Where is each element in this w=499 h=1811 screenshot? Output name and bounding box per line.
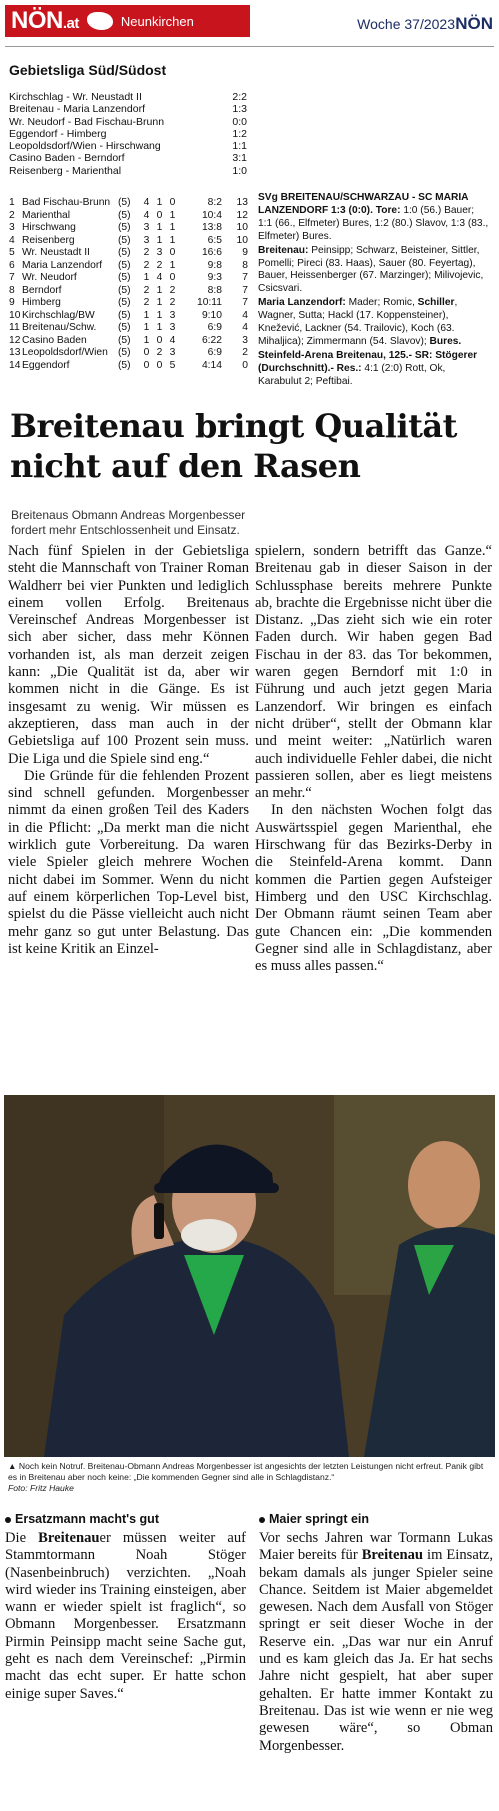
standings-d: 1 <box>156 309 163 321</box>
standings-pts: 7 <box>242 297 248 308</box>
standings-rank: 8 <box>9 284 15 296</box>
result-match: Eggendorf - Himberg <box>9 127 107 140</box>
standings-gp: (5) <box>118 347 131 358</box>
issue-week: Woche 37/2023 <box>357 16 455 32</box>
result-match: Wr. Neudorf - Bad Fischau-Brunn <box>9 115 165 128</box>
standings-goals: 8:8 <box>207 284 222 296</box>
standings-goals: 9:10 <box>201 309 222 321</box>
paragraph: In den nächsten Wochen folgt das Auswärtsspiel gegen Marienthal, ehe Hirschwang für das Bezirks-Derby in die Steinfeld-Arena kommt. Dann kommen die Partien gegen Aufsteiger Himberg und den USC Kirchschlag. Der Obmann räumt seinen Team aber gute Chancen ein: „Die kommenden Gegner sind alle in Schlagdistanz, aber es muss alles passen.“ <box>255 802 492 975</box>
result-match: Casino Baden - Berndorf <box>9 152 125 165</box>
standings-l: 0 <box>169 272 176 283</box>
match-report <box>258 192 491 390</box>
sidebar-text-right <box>259 1530 493 1755</box>
standings-w: 4 <box>143 197 150 208</box>
team2-lineup-a: Mader; Romic, <box>348 297 418 309</box>
standings-pts: 3 <box>242 334 248 346</box>
standings-pts: 4 <box>242 322 248 333</box>
standings-pts: 2 <box>242 347 248 358</box>
brand-suffix: .at <box>62 15 79 32</box>
standings-team: Casino Baden <box>22 334 87 346</box>
photo-credit: Foto: Fritz Hauke <box>8 1483 74 1493</box>
team1-lineup: Peinsipp; Schwarz, Beisteiner, Sittler, Pomelli; Pireci (83. Haas), Sauer (80. Feyertag), Bauer, Heissenberger (67. Marzinger); Milivojevic, Csicsvari. <box>258 244 484 295</box>
goals-label: Tore: <box>375 204 401 216</box>
standings-goals: 6:5 <box>207 234 222 246</box>
standings-d: 2 <box>156 347 163 358</box>
standings-team: Marienthal <box>22 209 71 221</box>
standings-d: 1 <box>156 197 163 208</box>
standings-rank: 5 <box>9 247 15 258</box>
standings-team: Eggendorf <box>22 359 70 371</box>
reserve-text: 4:1 (2:0) Rott, Ok, Karabulut 2; Peftibai. <box>258 362 446 387</box>
paragraph: spielern, sondern betrifft das Ganze.“ Breitenau gab in dieser Saison in der Schlussphase bereits mehrere Punkte ab, brachte die Ergebnisse nicht über die Distanz. „Das zieht sich wie ein roter Faden durch. Wir haben gegen Bad Fischau in der 83. das Tor bekommen, waren gegen Berndorf mit 1:0 in Führung und auch jetzt gegen Maria Lanzendorf. Wir bringen es einfach nicht drüber“, stellt der Obmann klar und meint weiter: „Natürlich waren auch individuelle Fehler dabei, die nicht passieren sollen, aber es liegt meistens an mehr.“ <box>255 543 492 802</box>
standings-w: 2 <box>143 259 150 271</box>
standings-rank: 7 <box>9 272 15 283</box>
standings-pts: 12 <box>236 209 248 221</box>
sidebar-text-bold: Breitenau <box>38 1530 100 1546</box>
standings-goals: 9:3 <box>207 272 222 283</box>
standings-d: 3 <box>156 247 163 258</box>
standings-d: 1 <box>156 297 163 308</box>
region-name: Neunkirchen <box>120 13 194 29</box>
article-photo <box>4 1095 495 1457</box>
standings-gp: (5) <box>118 359 131 371</box>
standings-gp: (5) <box>118 247 131 258</box>
sidebar-text-body: er müssen weiter auf Stammtormann Noah Stöger (Nasenbeinbruch) verzichten. „Noah wird wieder ins Training einsteigen, aber wann er wieder spielt ist fraglich“, so Obmann Morgenbesser. Ersatzmann Pirmin Peinsipp macht seine Sache gut, geht es nach dem Vereinschef: „Pirmin macht das echt super. Er hatte schon einige super Saves.“ <box>5 1530 246 1702</box>
standings-pts: 8 <box>242 259 248 271</box>
standings-row <box>9 285 248 298</box>
issue-brand: NÖN <box>455 14 493 33</box>
photo-caption <box>8 1461 493 1494</box>
standings-row <box>9 247 248 260</box>
standings-l: 1 <box>169 209 176 221</box>
standings-row <box>9 260 248 273</box>
sidebar-text-bold: Breitenau <box>361 1547 424 1564</box>
brand-name: NÖN <box>11 7 63 34</box>
standings-team: Hirschwang <box>22 222 76 233</box>
result-score: 1:2 <box>232 127 247 140</box>
standings-d: 0 <box>156 209 163 221</box>
standings-d: 2 <box>156 259 163 271</box>
standings-gp: (5) <box>118 209 131 221</box>
result-score: 1:1 <box>232 140 247 153</box>
standings-row <box>9 322 248 335</box>
standings-rank: 6 <box>9 259 15 271</box>
standings-pts: 7 <box>242 284 248 296</box>
standings-gp: (5) <box>118 197 131 208</box>
standings-row <box>9 222 248 235</box>
standings-w: 2 <box>143 284 150 296</box>
standings-rank: 13 <box>9 347 21 358</box>
standings-gp: (5) <box>118 259 131 271</box>
standings-d: 0 <box>156 359 163 371</box>
standings-l: 0 <box>169 247 176 258</box>
goals-text: 1:0 (56.) Bauer; 1:1 (66., Elfmeter) Bures, 1:2 (80.) Slavov, 1:3 (83., Elfmeter) Bures. <box>258 204 489 242</box>
result-row <box>9 128 247 140</box>
match-report-title: SVg BREITENAU/SCHWARZAU - SC MARIA LANZENDORF 1:3 (0:0). <box>258 192 469 216</box>
result-match: Reisenberg - Marienthal <box>9 164 122 177</box>
standings-l: 1 <box>169 234 176 246</box>
league-title: Gebietsliga Süd/Südost <box>9 62 167 78</box>
team2-highlight-2: Bures. <box>429 335 462 347</box>
standings-w: 1 <box>143 309 150 321</box>
standings-team: Kirchschlag/BW <box>22 309 95 321</box>
paragraph: Nach fünf Spielen in der Gebietsliga steht die Mannschaft von Trainer Roman Waldherr bei vier Punkten und lediglich einem vollen Erfolg. Breitenaus Vereinschef Andreas Morgenbesser ist sich aber sicher, dass mehr Können vorhanden ist, als man derzeit zeigen kann: „Die Qualität ist da, aber wir kommen nicht in die Gänge. Es ist insgesamt zu wenig. Wir müssen es akzeptieren, dass man auch in der Gebietsliga auf 100 Prozent sein muss. Die Liga und die Spiele sind eng.“ <box>8 543 249 767</box>
standings-pts: 10 <box>236 234 248 246</box>
standings-l: 1 <box>169 222 176 233</box>
standings-team: Himberg <box>22 297 61 308</box>
standings-row <box>9 197 248 210</box>
standings-w: 0 <box>143 347 150 358</box>
standings-pts: 13 <box>236 197 248 208</box>
standings-gp: (5) <box>118 334 131 346</box>
standings-gp: (5) <box>118 322 131 333</box>
article-column-left <box>8 543 249 958</box>
headline-line-2: nicht auf den Rasen <box>10 447 361 485</box>
header-divider <box>5 46 494 47</box>
article-column-right <box>255 543 492 975</box>
standings-row <box>9 360 248 373</box>
standings-l: 2 <box>169 297 176 308</box>
dek-line-2: fordert mehr Entschlossenheit und Einsatz. <box>11 523 240 537</box>
photo-illustration <box>4 1095 495 1457</box>
standings-pts: 10 <box>236 222 248 233</box>
standings-rank: 11 <box>9 322 20 333</box>
standings-goals: 10:11 <box>196 297 222 308</box>
standings-goals: 6:22 <box>201 334 222 346</box>
standings-gp: (5) <box>118 222 131 233</box>
venue-text: Steinfeld-Arena Breitenau, 125.- SR: Stögerer (Durchschnitt).- Res.: <box>258 349 478 374</box>
team1-label: Breitenau: <box>258 244 309 256</box>
standings-team: Maria Lanzendorf <box>22 259 103 271</box>
results-list <box>9 91 247 177</box>
masthead <box>0 0 499 44</box>
brand-banner[interactable] <box>5 5 250 37</box>
region-map-icon <box>87 12 113 30</box>
standings-w: 4 <box>143 209 150 221</box>
standings-l: 5 <box>169 359 176 371</box>
bullet-icon <box>259 1517 265 1523</box>
team2-highlight: Schiller <box>417 297 455 309</box>
standings-rank: 10 <box>9 309 21 321</box>
paragraph: Die Gründe für die fehlenden Prozent sind schnell gefunden. Morgenbesser nimmt da einen großen Teil des Kaders in die Pflicht: „Da merkt man die nicht wirklich gute Vorbereitung. Da waren viele Spieler gleich mehrere Wochen nicht dabei im Sommer. Wenn du nicht auf einem körperlichen Top-Level bist, spielst du die Pässe vielleicht auch nicht mehr ganz so gut unter Belastung. Das ist keine Kritik an Einzel- <box>8 767 249 957</box>
standings-gp: (5) <box>118 284 131 296</box>
standings-l: 3 <box>169 322 176 333</box>
standings-l: 0 <box>169 197 176 208</box>
standings-pts: 9 <box>242 247 248 258</box>
standings-team: Reisenberg <box>22 234 75 246</box>
standings-l: 3 <box>169 347 176 358</box>
standings-row <box>9 210 248 223</box>
result-row <box>9 103 247 115</box>
standings-d: 4 <box>156 272 163 283</box>
standings-rank: 2 <box>9 209 15 221</box>
article-headline <box>10 406 495 486</box>
standings-row <box>9 272 248 285</box>
result-row <box>9 91 247 103</box>
result-row <box>9 140 247 152</box>
sidebar-text-a: Vor sechs Jahren war Tormann Lukas Maier bereits für <box>259 1530 493 1564</box>
result-score: 0:0 <box>232 115 247 128</box>
result-row <box>9 165 247 177</box>
standings-w: 1 <box>143 272 150 283</box>
brand-logo <box>5 7 79 35</box>
standings-pts: 0 <box>242 359 248 371</box>
standings-goals: 4:14 <box>201 359 222 371</box>
sidebar-heading-text: Maier springt ein <box>269 1512 370 1526</box>
standings-row <box>9 347 248 360</box>
sidebar-text-left <box>5 1530 246 1703</box>
standings-gp: (5) <box>118 272 131 283</box>
standings-l: 4 <box>169 334 176 346</box>
result-match: Kirchschlag - Wr. Neustadt II <box>9 91 142 103</box>
standings-w: 3 <box>143 234 150 246</box>
standings-l: 2 <box>169 284 176 296</box>
caption-marker-icon: ▲ <box>8 1461 19 1471</box>
standings-row <box>9 310 248 323</box>
standings-goals: 6:9 <box>207 347 222 358</box>
standings-d: 1 <box>156 234 163 246</box>
standings-w: 0 <box>143 359 150 371</box>
result-score: 1:3 <box>232 103 247 116</box>
standings-rank: 12 <box>9 334 21 346</box>
standings-rank: 1 <box>9 197 15 208</box>
standings-l: 1 <box>169 259 176 271</box>
sidebar-text-prefix: Die <box>5 1530 39 1546</box>
standings-d: 0 <box>156 334 163 346</box>
standings-table <box>9 197 248 372</box>
standings-row <box>9 235 248 248</box>
standings-goals: 9:8 <box>207 259 222 271</box>
standings-w: 2 <box>143 297 150 308</box>
standings-team: Breitenau/Schw. <box>22 322 97 333</box>
caption-text: Noch kein Notruf. Breitenau-Obmann Andreas Morgenbesser ist angesichts der letzten Leistungen nicht erfreut. Panik gibt es in Breitenau aber noch keine: „Die kommenden Gegner sind alle in Schlagdistanz.“ <box>8 1461 484 1482</box>
result-row <box>9 116 247 128</box>
standings-gp: (5) <box>118 297 131 308</box>
result-score: 2:2 <box>232 91 247 103</box>
standings-w: 1 <box>143 322 150 333</box>
result-score: 3:1 <box>232 152 247 165</box>
result-match: Breitenau - Maria Lanzendorf <box>9 103 145 116</box>
standings-goals: 16:6 <box>201 247 222 258</box>
standings-w: 3 <box>143 222 150 233</box>
standings-goals: 8:2 <box>207 197 222 208</box>
sidebar-text-b: im Einsatz, bekam damals als junger Spieler seine Chance. Seitdem ist Maier abgemeldet gewesen. Nach dem Ausfall von Stöger springt er seit dieser Woche in der Reserve ein. „Das war nur ein Anruf und es kam gleich das Ja. Er hat sechs Jahre nicht gespielt, hat aber super gehalten. Er hatte immer Kontakt zu Breitenau. Das ist wie wenn er nie weg gewesen wäre“, so Obman Morgenbesser. <box>259 1547 493 1754</box>
standings-gp: (5) <box>118 234 131 246</box>
standings-team: Wr. Neustadt II <box>22 247 90 258</box>
team2-lineup-b: , Wagner, Sutta; Hackl (17. Koppensteiner), Knežević, Lackner (54. Trailovic), Koch (63. Mihaljica); Zimmermann (54. Slavov); <box>258 297 458 347</box>
result-row <box>9 152 247 164</box>
standings-w: 1 <box>143 334 150 346</box>
standings-row <box>9 335 248 348</box>
standings-goals: 10:4 <box>201 209 222 221</box>
standings-l: 3 <box>169 309 176 321</box>
headline-line-1: Breitenau bringt Qualität <box>10 407 457 445</box>
sidebar-heading-text: Ersatzmann macht's gut <box>15 1512 159 1526</box>
standings-d: 1 <box>156 322 163 333</box>
result-score: 1:0 <box>232 164 247 177</box>
standings-row <box>9 297 248 310</box>
standings-rank: 3 <box>9 222 15 233</box>
standings-pts: 7 <box>242 272 248 283</box>
standings-team: Bad Fischau-Brunn <box>22 197 111 208</box>
standings-d: 1 <box>156 222 163 233</box>
bullet-icon <box>5 1517 11 1523</box>
standings-rank: 14 <box>9 359 21 371</box>
standings-rank: 4 <box>9 234 15 246</box>
standings-pts: 4 <box>242 309 248 321</box>
standings-rank: 9 <box>9 297 15 308</box>
standings-goals: 13:8 <box>201 222 222 233</box>
dek-line-1: Breitenaus Obmann Andreas Morgenbesser <box>11 508 246 522</box>
standings-d: 1 <box>156 284 163 296</box>
sidebar-heading-right <box>259 1512 369 1526</box>
standings-team: Berndorf <box>22 284 62 296</box>
standings-team: Wr. Neudorf <box>22 272 77 283</box>
team2-label: Maria Lanzendorf: <box>258 297 346 309</box>
standings-team: Leopoldsdorf/Wien <box>22 347 108 358</box>
article-dek <box>11 508 311 538</box>
sidebar-heading-left <box>5 1512 159 1526</box>
standings-w: 2 <box>143 247 150 258</box>
standings-gp: (5) <box>118 309 131 321</box>
standings-goals: 6:9 <box>207 322 222 333</box>
result-match: Leopoldsdorf/Wien - Hirschwang <box>9 140 161 153</box>
